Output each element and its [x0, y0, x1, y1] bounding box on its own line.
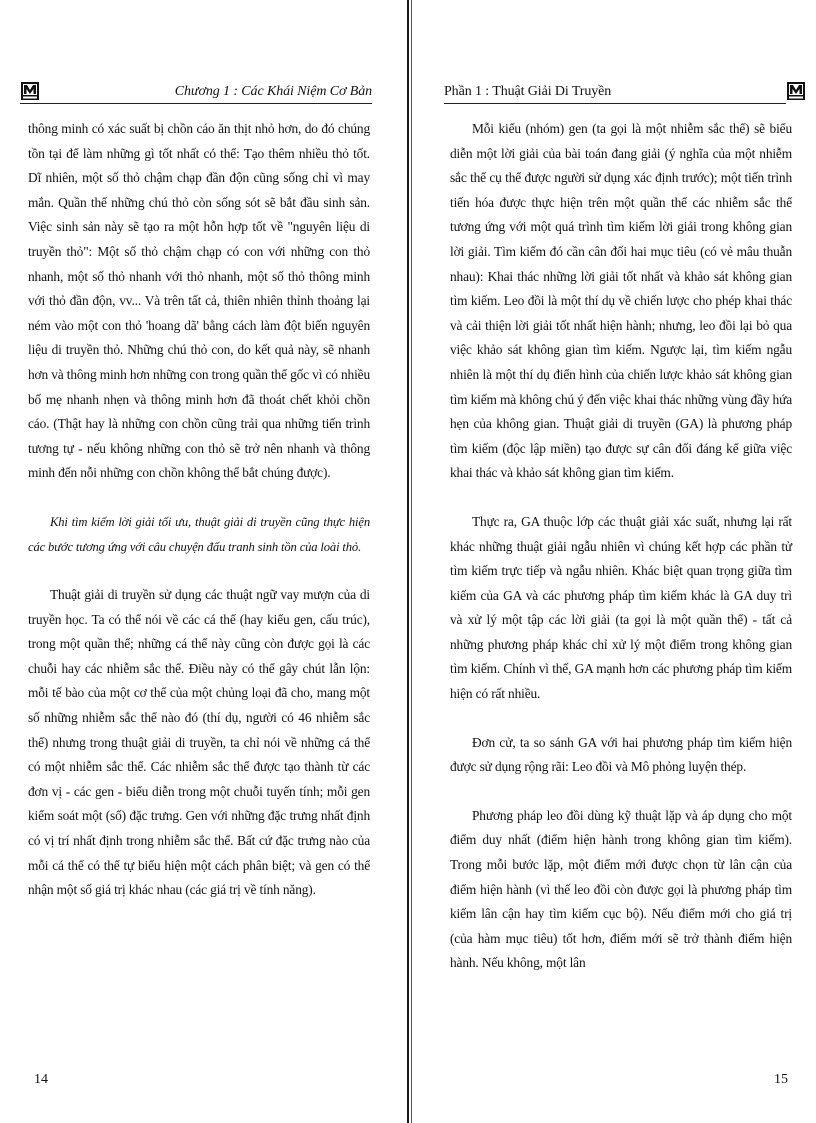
publisher-logo-icon	[786, 81, 806, 101]
left-page-header	[20, 78, 372, 104]
part-title: Phần 1 : Thuật Giải Di Truyền	[444, 84, 612, 99]
left-page-body	[28, 117, 370, 927]
right-page	[414, 0, 816, 1123]
paragraph: Thuật giải di truyền sử dụng các thuật ngữ vay mượn của di truyền học. Ta có thể nói về các cá thể (hay kiểu gen, cấu trúc), trong một quần thể; những cá thể này cũng còn được gọi là các chuỗi hay các nhiễm sắc thể. Điều này có thể gây chút lẫn lộn: mỗi tế bào của một cơ thể của một chủng loại đã cho, mang một số những nhiễm sắc thể nào đó (thí dụ, người có 46 nhiễm sắc thể) nhưng trong thuật giải di truyền, ta chỉ nói về những cá thể có một nhiễm sắc thể. Các nhiễm sắc thể được tạo thành từ các đơn vị - các gen - biểu diễn trong một chuỗi tuyến tính; mỗi gen kiểm soát một (số) đặc trưng. Gen với những đặc trưng nhất định có vị trí nhất định trong nhiễm sắc thể. Bất cứ đặc trưng nào của mỗi cá thể có thể tự biểu hiện một cách phân biệt; và gen có thể nhận một số giá trị khác nhau (các giá trị về tính năng).	[28, 587, 370, 898]
paragraph: Đơn cử, ta so sánh GA với hai phương pháp tìm kiếm hiện được sử dụng rộng rãi: Leo đồi và Mô phỏng luyện thép.	[450, 734, 792, 775]
page-number: 15	[774, 1072, 788, 1087]
chapter-title: Chương 1 : Các Khái Niệm Cơ Bản	[174, 84, 372, 99]
paragraph: thông minh có xác suất bị chồn cáo ăn thịt nhỏ hơn, do đó chúng tồn tại để làm những gì tốt nhất có thể: Tạo thêm nhiều thỏ tốt. Dĩ nhiên, một số thỏ chậm chạp đần độn cũng sống chỉ vì may mắn. Quần thể những chú thỏ còn sống sót sẽ bắt đầu sinh sản. Việc sinh sản này sẽ tạo ra một hỗn hợp tốt về "nguyên liệu di truyền thỏ": Một số thỏ chậm chạp có con với những con thỏ nhanh, một số thỏ nhanh với thỏ nhanh, một số thỏ thông minh với thỏ đần độn, vv... Và trên tất cả, thiên nhiên thỉnh thoảng lại ném vào một con thỏ 'hoang dã' bằng cách làm đột biến nguyên liệu di truyền thỏ. Những chú thỏ con, do kết quả này, sẽ nhanh hơn và thông minh hơn những con trong quần thể gốc vì có nhiều bố mẹ nhanh nhẹn và thông minh hơn đã thoát chết khỏi chồn cáo. (Thật hay là những con chồn cũng trải qua những tiến trình tương tự - nếu không những con thỏ sẽ trở nên nhanh và thông minh đến nỗi những con chồn không thể bắt chúng được).	[28, 121, 370, 481]
right-page-body	[450, 117, 792, 1000]
paragraph: Phương pháp leo đồi dùng kỹ thuật lặp và áp dụng cho một điểm duy nhất (điểm hiện hành trong không gian tìm kiếm). Trong mỗi bước lặp, một điểm mới được chọn từ lân cận của điểm hiện hành (vì thế leo đồi còn được gọi là phương pháp tìm kiếm lân cận hay tìm kiếm cục bộ). Nếu điểm mới cho giá trị (của hàm mục tiêu) tốt hơn, điểm mới sẽ trở thành điểm hiện hành. Nếu không, một lân	[450, 807, 792, 971]
page-number: 14	[34, 1072, 48, 1087]
right-page-header	[444, 78, 786, 104]
header-rule	[444, 103, 786, 104]
paragraph: Khi tìm kiếm lời giải tối ưu, thuật giải di truyền cũng thực hiện các bước tương ứng với câu chuyện đấu tranh sinh tồn của loài thỏ.	[28, 514, 370, 554]
paragraph: Mỗi kiểu (nhóm) gen (ta gọi là một nhiễm sắc thể) sẽ biểu diễn một lời giải của bài toán đang giải (ý nghĩa của một nhiễm sắc thể cụ thể được người sử dụng xác định trước); một tiến trình tiến hóa được thực hiện trên một quần thể các nhiễm sắc thể tương ứng với một quá trình tìm kiếm lời giải trong không gian lời giải. Tìm kiếm đó cần cân đối hai mục tiêu (có vẻ mâu thuẫn nhau): Khai thác những lời giải tốt nhất và khảo sát không gian tìm kiếm. Leo đồi là một thí dụ về chiến lược cho phép khai thác và cải thiện lời giải tốt nhất hiện hành; nhưng, leo đồi lại bỏ qua việc khảo sát không gian tìm kiếm. Ngược lại, tìm kiếm ngẫu nhiên là một thí dụ điển hình của chiến lược khảo sát không gian tìm kiếm mà không chú ý đến việc khai thác những vùng đầy hứa hẹn của không gian. Thuật giải di truyền (GA) là phương pháp tìm kiếm (độc lập miền) tạo được sự cân đối đáng kể giữa việc khai thác và khảo sát không gian tìm kiếm.	[450, 121, 792, 481]
header-rule	[20, 103, 372, 104]
book-spine	[406, 0, 414, 1123]
paragraph: Thực ra, GA thuộc lớp các thuật giải xác suất, nhưng lại rất khác những thuật giải ngẫu nhiên vì chúng kết hợp các phần tử tìm kiếm trực tiếp và ngẫu nhiên. Khác biệt quan trọng giữa tìm kiếm của GA và các phương pháp tìm kiếm khác là GA duy trì và xử lý một tập các lời giải (ta gọi là một quần thể) - tất cả những phương pháp khác chỉ xử lý một điểm trong không gian tìm kiếm. Chính vì thế, GA mạnh hơn các phương pháp tìm kiếm hiện có rất nhiều.	[450, 513, 792, 702]
publisher-logo-icon	[20, 81, 40, 101]
